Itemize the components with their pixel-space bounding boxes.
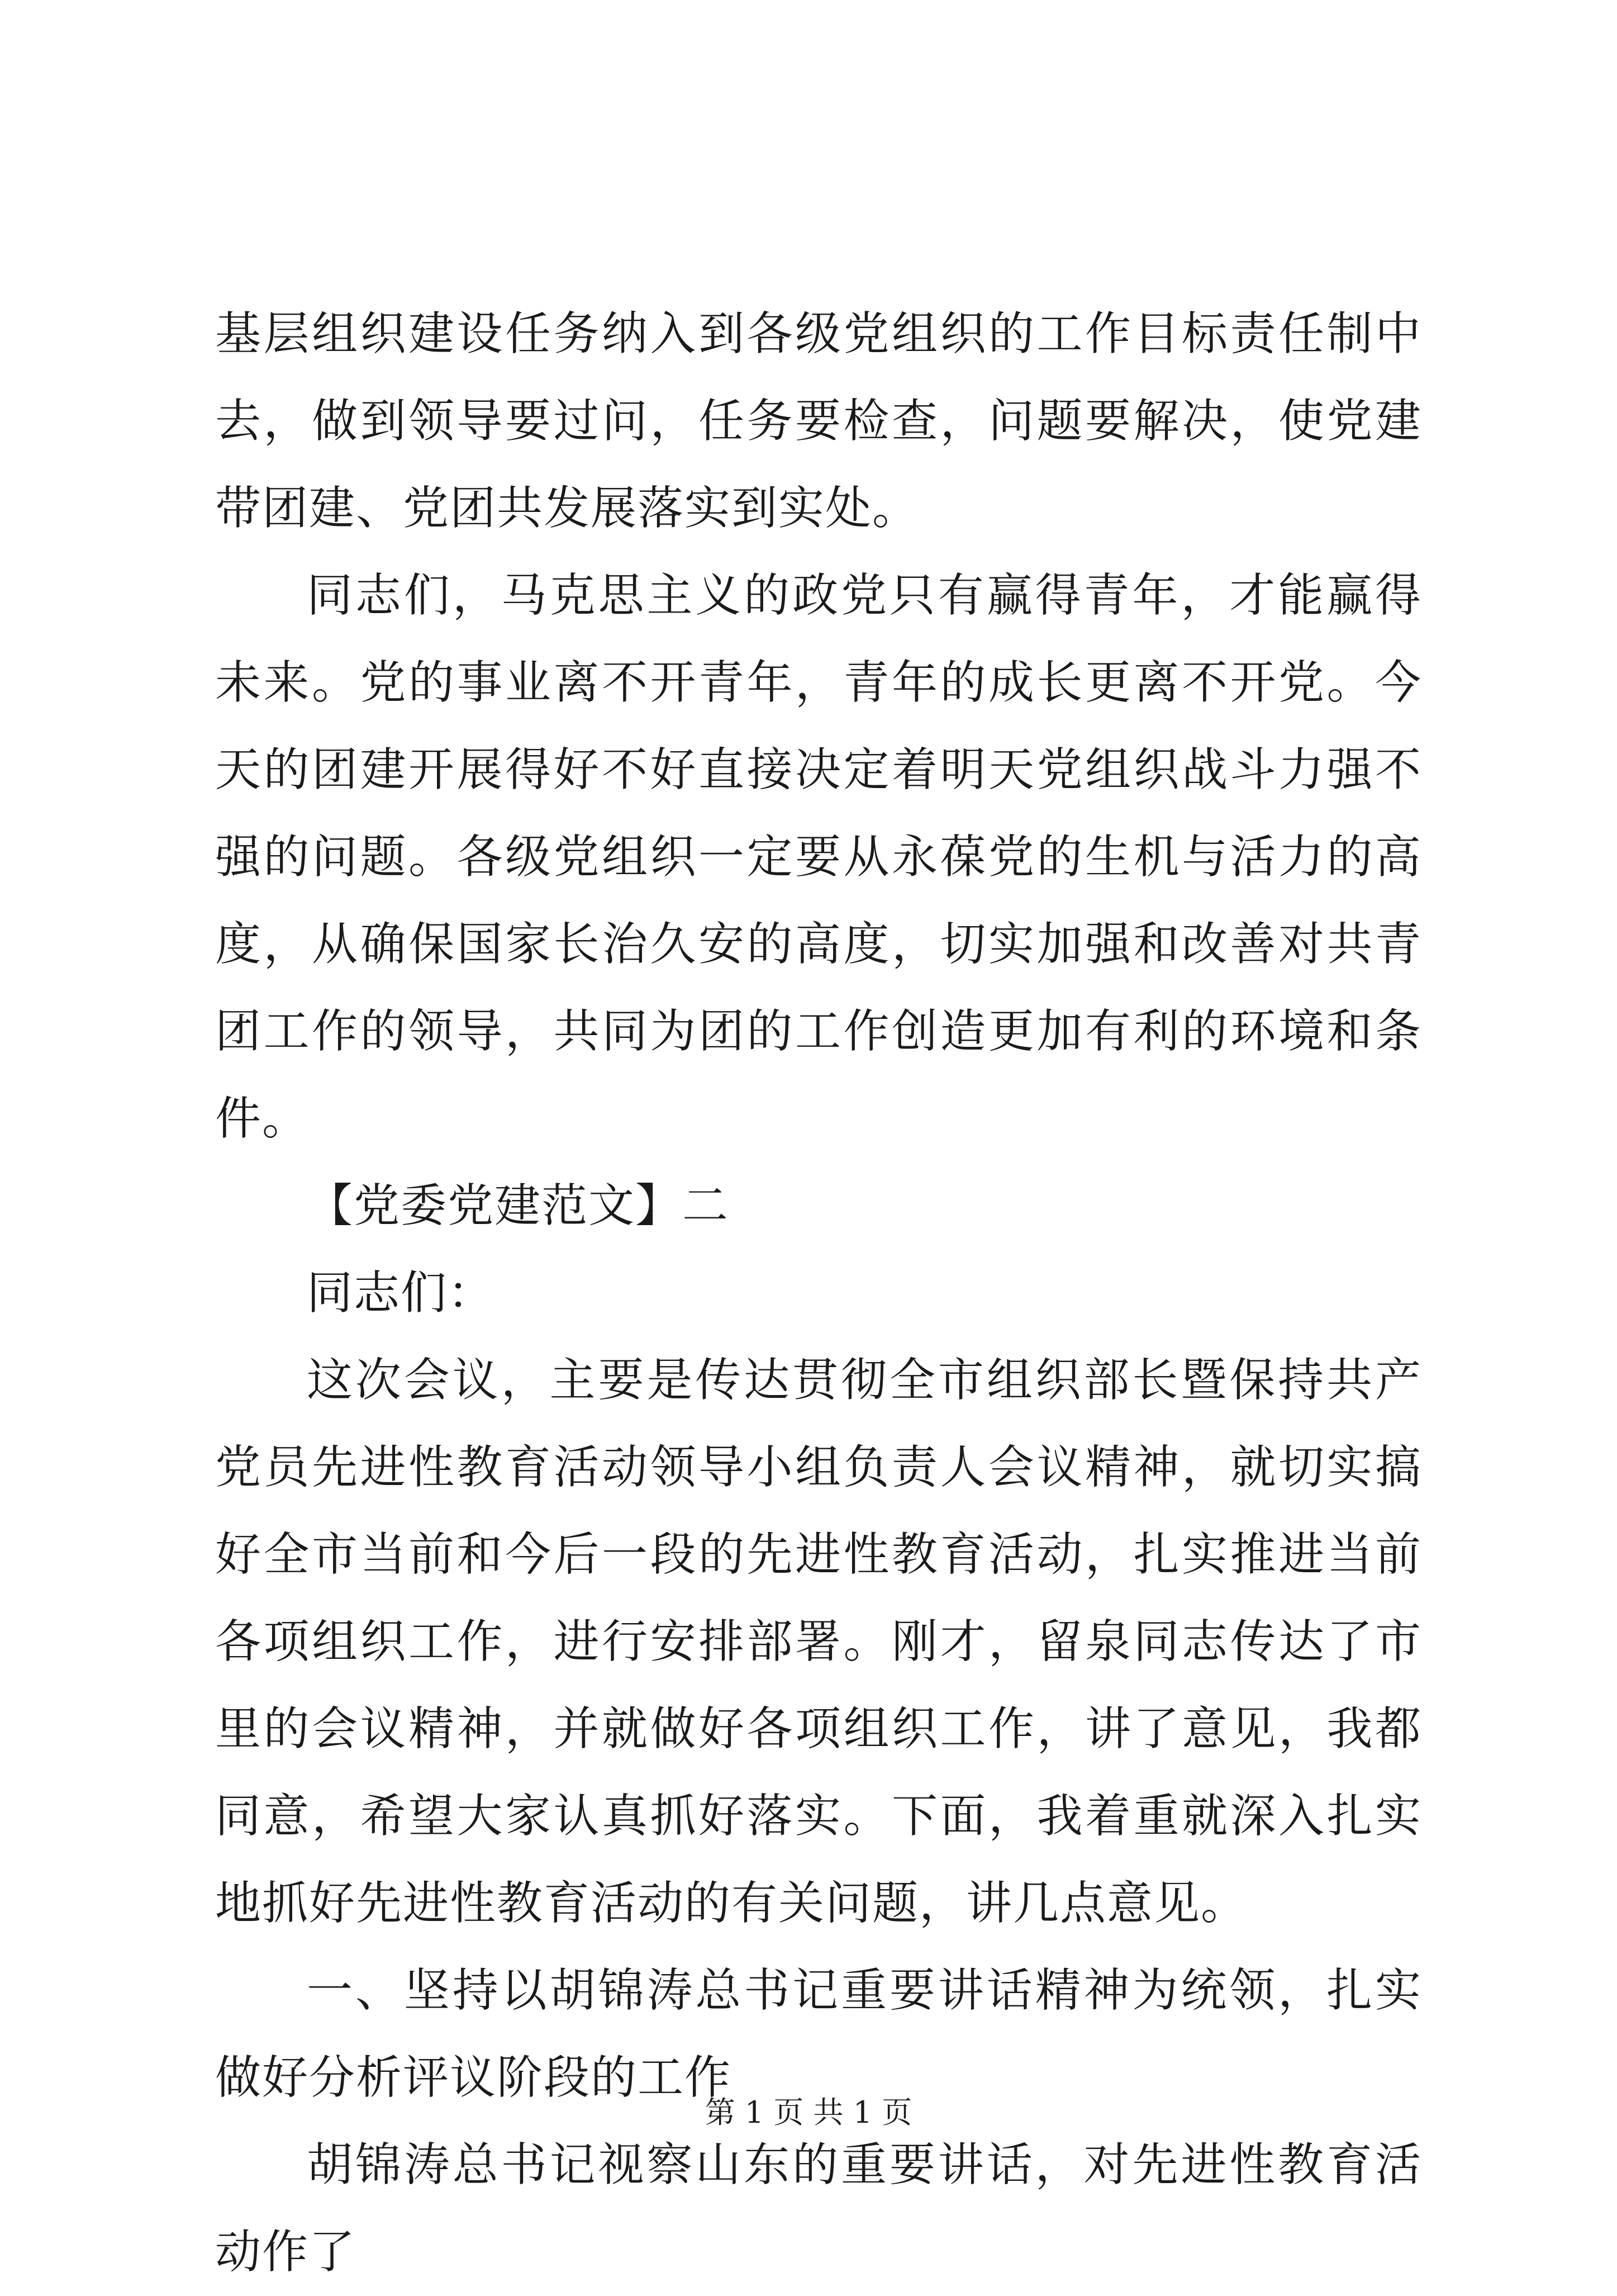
- salutation: 同志们：: [307, 1266, 495, 1320]
- page-number-footer: 第 1 页 共 1 页: [705, 2095, 912, 2130]
- subsection-heading: 一、坚持以胡锦涛总书记重要讲话精神为统领，扎实做好分析评议阶段的工作: [215, 1964, 1422, 2104]
- document-body: [215, 291, 1422, 2296]
- paragraph-2: 同志们，马克思主义的政党只有赢得青年，才能赢得未来。党的事业离不开青年，青年的成长更离不开党。今天的团建开展得好不好直接决定着明天党组织战斗力强不强的问题。各级党组织一定要从永葆党的生机与活力的高度，从确保国家长治久安的高度，切实加强和改善对共青团工作的领导，共同为团的工作创造更加有利的环境和条件。: [215, 569, 1422, 1145]
- paragraph-4: 胡锦涛总书记视察山东的重要讲话，对先进性教育活动作了: [215, 2138, 1422, 2279]
- paragraph-3: 这次会议，主要是传达贯彻全市组织部长暨保持共产党员先进性教育活动领导小组负责人会议精神，就切实搞好全市当前和今后一段的先进性教育活动，扎实推进当前各项组织工作，进行安排部署。刚才，留泉同志传达了市里的会议精神，并就做好各项组织工作，讲了意见，我都同意，希望大家认真抓好落实。下面，我着重就深入扎实地抓好先进性教育活动的有关问题，讲几点意见。: [215, 1354, 1422, 1930]
- paragraph-1: 基层组织建设任务纳入到各级党组织的工作目标责任制中去，做到领导要过问，任务要检查，问题要解决，使党建带团建、党团共发展落实到实处。: [215, 307, 1422, 535]
- section-heading: 【党委党建范文】二: [307, 1179, 730, 1232]
